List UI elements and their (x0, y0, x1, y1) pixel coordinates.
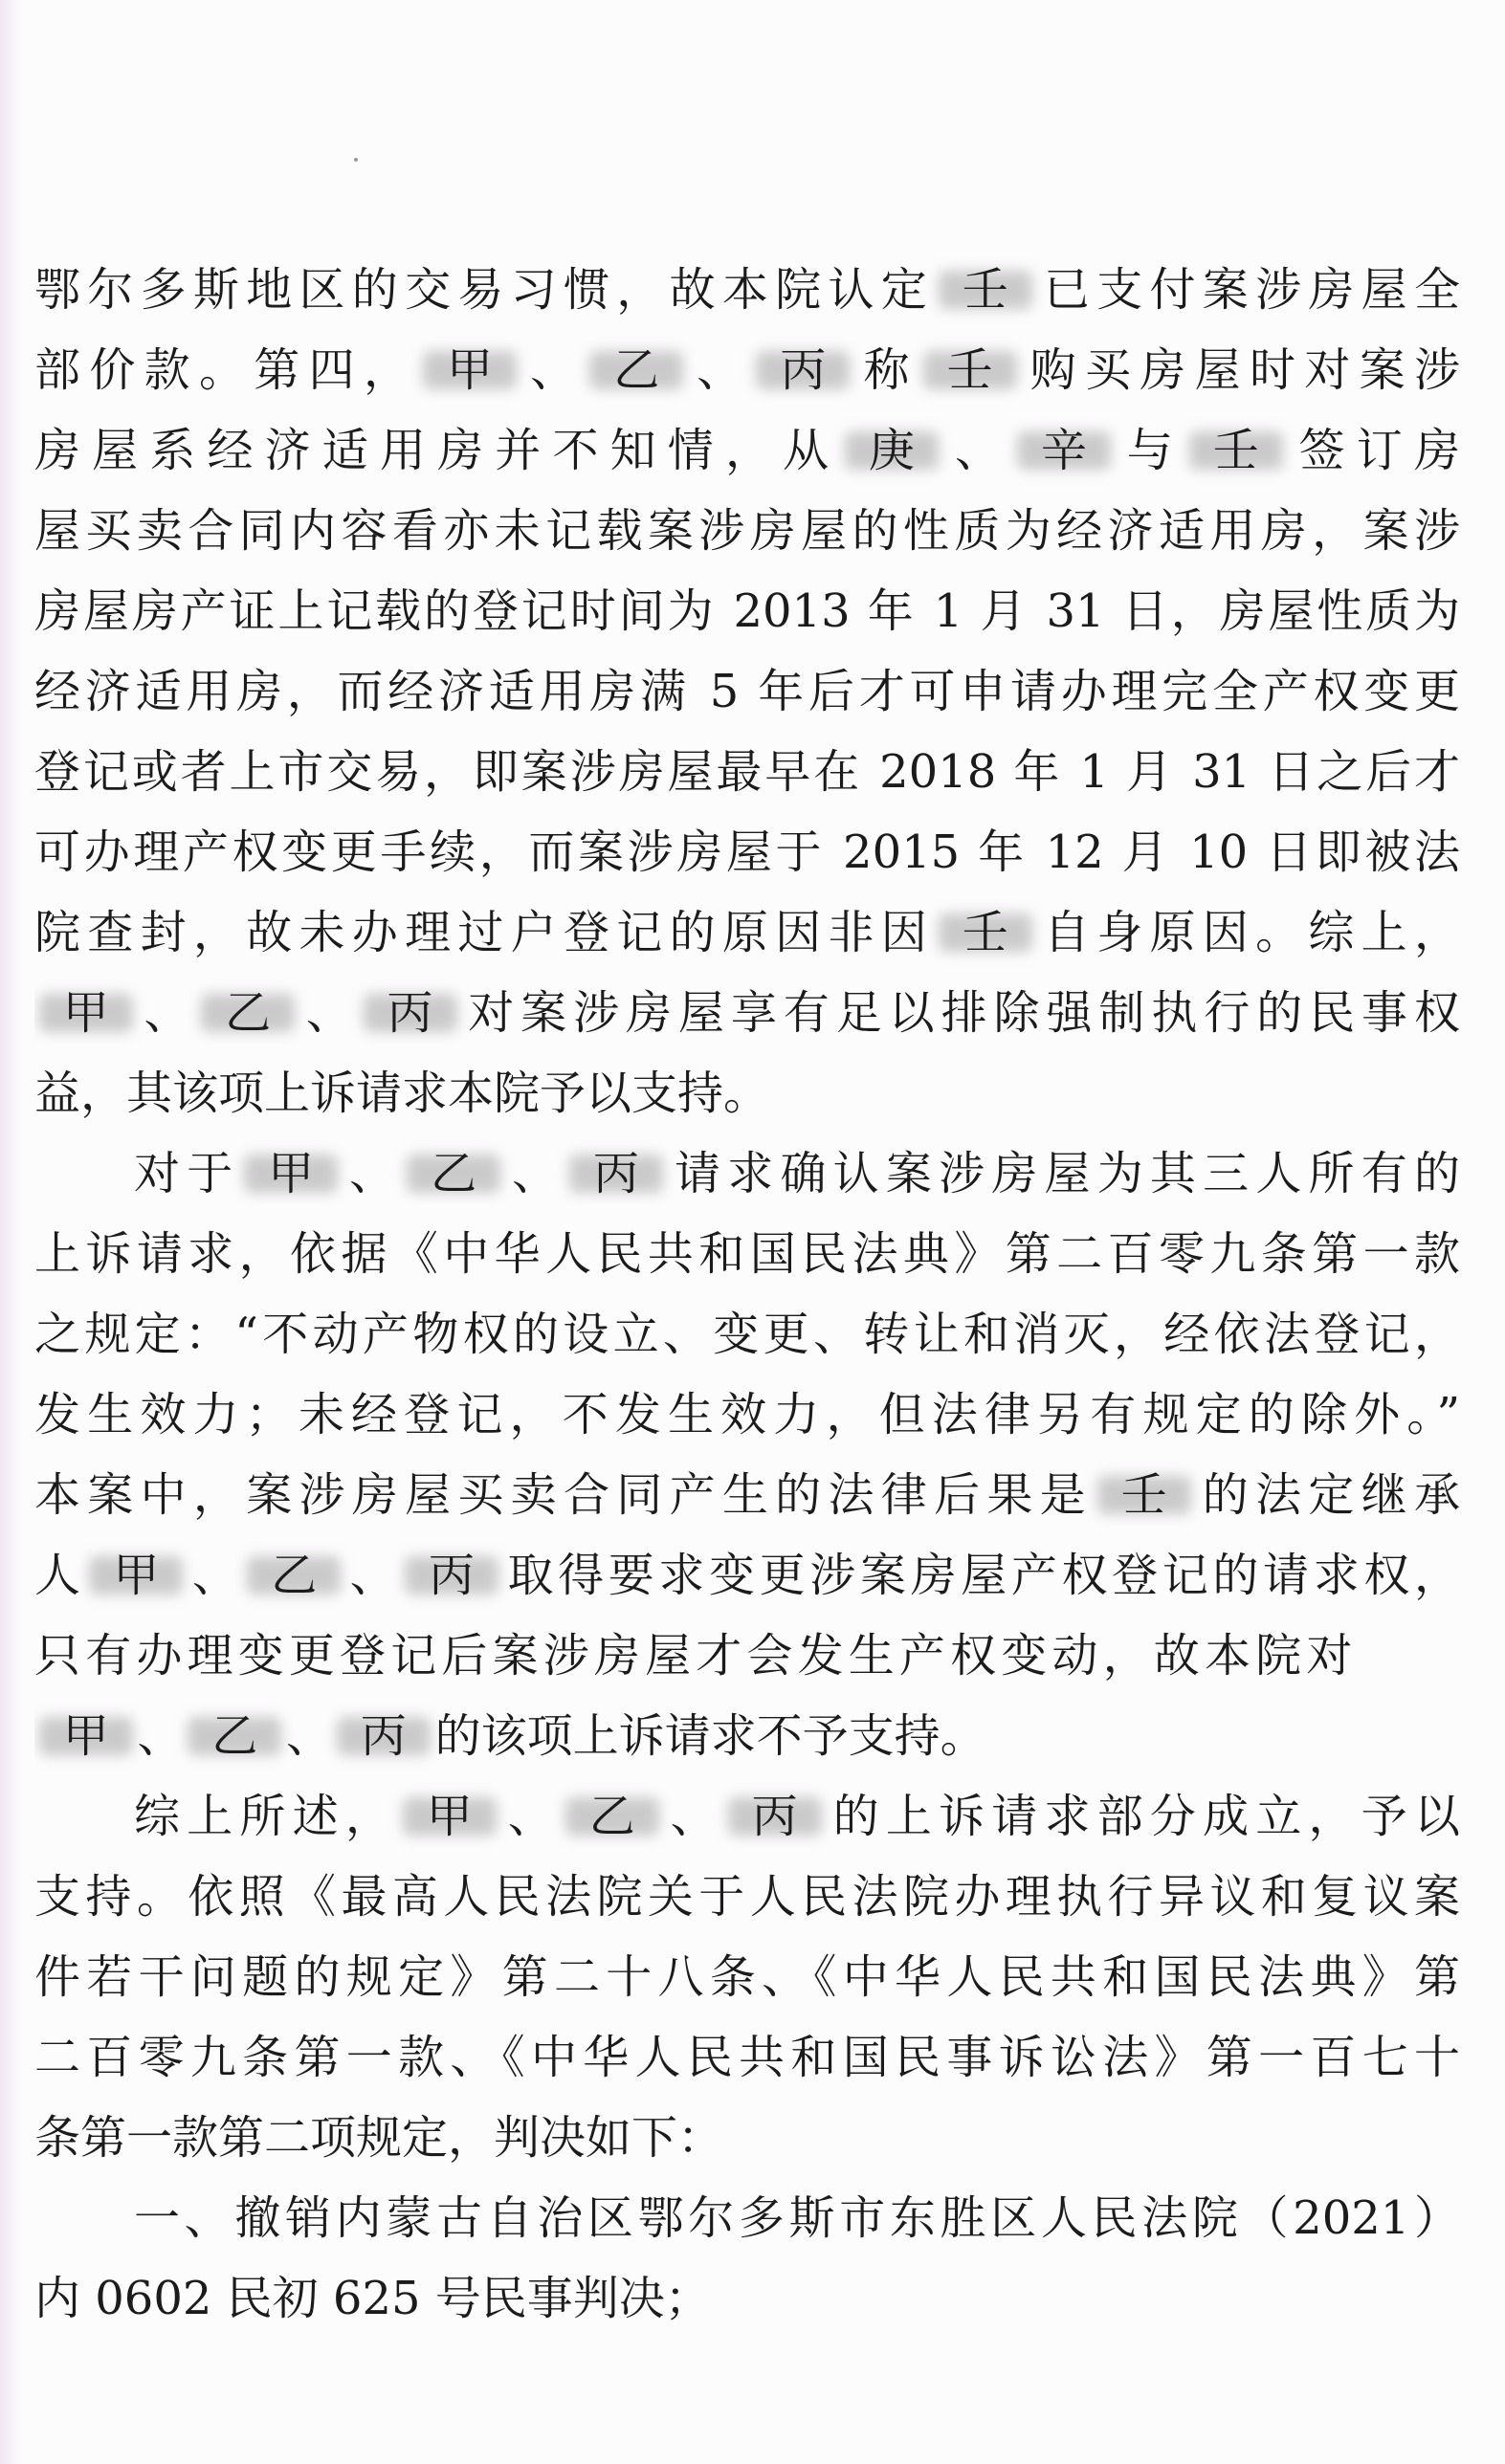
redacted-name (242, 1535, 345, 1616)
redacted-name-char: 甲 (62, 986, 109, 1040)
text-segment: 院查封，故未办理过户登记的原因非因 (34, 906, 935, 959)
redacted-name-char: 乙 (613, 343, 660, 397)
text-segment: 对案涉房屋享有足以排除强制执行的民事权 (461, 986, 1460, 1040)
text-line (34, 1455, 1460, 1535)
text-line (34, 2258, 1460, 2339)
redacted-name-char: 丙 (593, 1147, 640, 1200)
text-segment: 称 (854, 343, 918, 397)
text-segment: 、 (504, 1147, 565, 1200)
text-segment: 可办理产权变更手续，而案涉房屋于 2015 年 12 月 10 日即被法 (34, 825, 1460, 879)
text-segment: 房屋系经济适用房并不知情，从 (34, 424, 841, 477)
redacted-name-char: 丙 (387, 986, 433, 1040)
text-segment: 的上诉请求部分成立，予以 (826, 1790, 1460, 1843)
redacted-name (723, 1776, 827, 1857)
redacted-name (1012, 410, 1116, 491)
text-segment: 件若干问题的规定》第二十八条、《中华人民共和国民法典》第 (34, 1950, 1460, 2004)
text-segment: 取得要求变更涉案房屋产权登记的请求权， (502, 1549, 1460, 1602)
text-segment: 、 (344, 1549, 401, 1602)
text-segment: 、 (299, 986, 359, 1040)
text-segment: 屋买卖合同内容看亦未记载案涉房屋的性质为经济适用房，案涉 (34, 504, 1460, 558)
text-segment: 与 (1115, 424, 1184, 477)
redacted-name-char: 甲 (113, 1549, 160, 1602)
text-segment: 经济适用房，而经济适用房满 5 年后才可申请办理完全产权变更 (34, 665, 1460, 718)
text-line (34, 973, 1460, 1053)
redacted-name (85, 1535, 188, 1616)
text-segment: 、 (342, 1147, 403, 1200)
redacted-name-char: 甲 (447, 343, 494, 397)
text-line (34, 2098, 1460, 2178)
text-segment: 、 (687, 343, 752, 397)
redacted-name-char: 乙 (431, 1147, 477, 1200)
text-segment: 鄂尔多斯地区的交易习惯，故本院认定 (34, 263, 935, 317)
redacted-name-char: 庚 (869, 424, 916, 477)
text-segment: 部价款。第四， (34, 343, 419, 397)
redacted-name-char: 丙 (751, 1790, 798, 1843)
redacted-name-char: 壬 (946, 343, 993, 397)
text-segment: 自身原因。综上， (1036, 906, 1460, 959)
text-segment: 本案中，案涉房屋买卖合同产生的法律后果是 (34, 1468, 1093, 1522)
redacted-name (934, 250, 1037, 330)
text-segment: 的法定继承 (1195, 1468, 1460, 1522)
redacted-name-char: 甲 (62, 1709, 109, 1763)
paragraph (34, 250, 1460, 1133)
text-line (34, 2178, 1460, 2258)
redacted-name (934, 892, 1037, 973)
redacted-name-char: 丙 (429, 1549, 476, 1602)
redacted-name-char: 壬 (962, 263, 1008, 317)
text-segment: 一、撤销内蒙古自治区鄂尔多斯市东胜区人民法院（2021） (134, 2191, 1460, 2245)
redacted-name (564, 1133, 668, 1214)
text-segment: 人 (34, 1549, 85, 1602)
redacted-name (184, 1696, 287, 1776)
redacted-name-char: 甲 (268, 1147, 315, 1200)
text-segment: 已支付案涉房屋全 (1036, 263, 1460, 317)
text-segment: 益，其该项上诉请求本院予以支持。 (34, 1067, 770, 1120)
redacted-name (585, 330, 688, 410)
text-segment: 请求确认案涉房屋为其三人所有的 (667, 1147, 1460, 1200)
redacted-name-char: 乙 (225, 986, 272, 1040)
text-line (34, 1053, 1460, 1133)
redacted-name (400, 1535, 503, 1616)
text-line (34, 1696, 1460, 1776)
paragraph (34, 1133, 1460, 1776)
scan-speck (354, 158, 358, 162)
text-line (34, 1214, 1460, 1294)
text-segment: 对于 (134, 1147, 240, 1200)
redacted-name (34, 973, 138, 1053)
text-segment: 发生效力；未经登记，不发生效力，但法律另有规定的除外。” (34, 1388, 1460, 1441)
text-line (34, 1616, 1460, 1696)
redacted-name (34, 1696, 138, 1776)
text-segment: 支持。依照《最高人民法院关于人民法院办理执行异议和复议案 (34, 1870, 1460, 1924)
redacted-name-char: 辛 (1040, 424, 1087, 477)
text-segment: 、 (286, 1709, 333, 1763)
text-line (34, 651, 1460, 732)
document-body (34, 250, 1460, 2339)
text-line (34, 1375, 1460, 1455)
text-segment: 综上所述， (134, 1790, 399, 1843)
text-segment: 签订房 (1287, 424, 1460, 477)
text-line (34, 1133, 1460, 1214)
redacted-name-char: 丙 (780, 343, 827, 397)
redacted-name-char: 壬 (962, 906, 1008, 959)
redacted-name (1093, 1455, 1196, 1535)
text-line (34, 250, 1460, 330)
text-segment: 、 (137, 986, 197, 1040)
redacted-name-char: 乙 (588, 1790, 635, 1843)
text-segment: 之规定：“不动产物权的设立、变更、转让和消灭，经依法登记， (34, 1308, 1460, 1361)
text-line (34, 1776, 1460, 1857)
text-line (34, 2017, 1460, 2098)
text-line (34, 1294, 1460, 1375)
redacted-name-char: 壬 (1120, 1468, 1167, 1522)
text-line (34, 812, 1460, 892)
redacted-name (1184, 410, 1288, 491)
text-segment: 内 0602 民初 625 号民事判决； (34, 2272, 711, 2325)
text-segment: 、 (520, 343, 586, 397)
text-segment: 的该项上诉请求不予支持。 (434, 1709, 986, 1763)
text-line (34, 1937, 1460, 2017)
text-segment: 、 (188, 1549, 243, 1602)
redacted-name (752, 330, 855, 410)
redacted-name-char: 甲 (426, 1790, 473, 1843)
redacted-name-char: 乙 (271, 1549, 318, 1602)
text-segment: 、 (663, 1790, 723, 1843)
text-line (34, 330, 1460, 410)
redacted-name (359, 973, 462, 1053)
redacted-name (332, 1696, 435, 1776)
text-line (34, 1535, 1460, 1616)
text-line (34, 410, 1460, 491)
redacted-name-char: 丙 (360, 1709, 407, 1763)
text-line (34, 892, 1460, 973)
text-segment: 只有办理变更登记后案涉房屋才会发生产权变动，故本院对 (34, 1629, 1358, 1683)
text-segment: 购买房屋时对案涉 (1021, 343, 1460, 397)
text-segment: 条第一款第二项规定，判决如下： (34, 2111, 724, 2165)
paragraph (34, 1776, 1460, 2178)
text-segment: 、 (137, 1709, 184, 1763)
redacted-name (840, 410, 943, 491)
text-segment: 、 (500, 1790, 561, 1843)
text-line (34, 1857, 1460, 1937)
paragraph (34, 2178, 1460, 2339)
redacted-name (239, 1133, 343, 1214)
redacted-name (402, 1133, 505, 1214)
redacted-name (196, 973, 299, 1053)
redacted-name (561, 1776, 664, 1857)
text-line (34, 732, 1460, 812)
redacted-name (918, 330, 1022, 410)
redacted-name-char: 乙 (211, 1709, 258, 1763)
text-segment: 二百零九条第一款、《中华人民共和国民事诉讼法》第一百七十 (34, 2031, 1460, 2084)
text-segment: 上诉请求，依据《中华人民共和国民法典》第二百零九条第一款 (34, 1227, 1460, 1281)
text-segment: 登记或者上市交易，即案涉房屋最早在 2018 年 1 月 31 日之后才 (34, 745, 1460, 799)
redacted-name (398, 1776, 501, 1857)
text-line (34, 571, 1460, 651)
text-line (34, 491, 1460, 571)
text-segment: 、 (942, 424, 1013, 477)
text-segment: 房屋房产证上记载的登记时间为 2013 年 1 月 31 日，房屋性质为 (34, 584, 1460, 638)
redacted-name-char: 壬 (1212, 424, 1259, 477)
scan-edge (0, 0, 21, 2464)
redacted-name (418, 330, 521, 410)
